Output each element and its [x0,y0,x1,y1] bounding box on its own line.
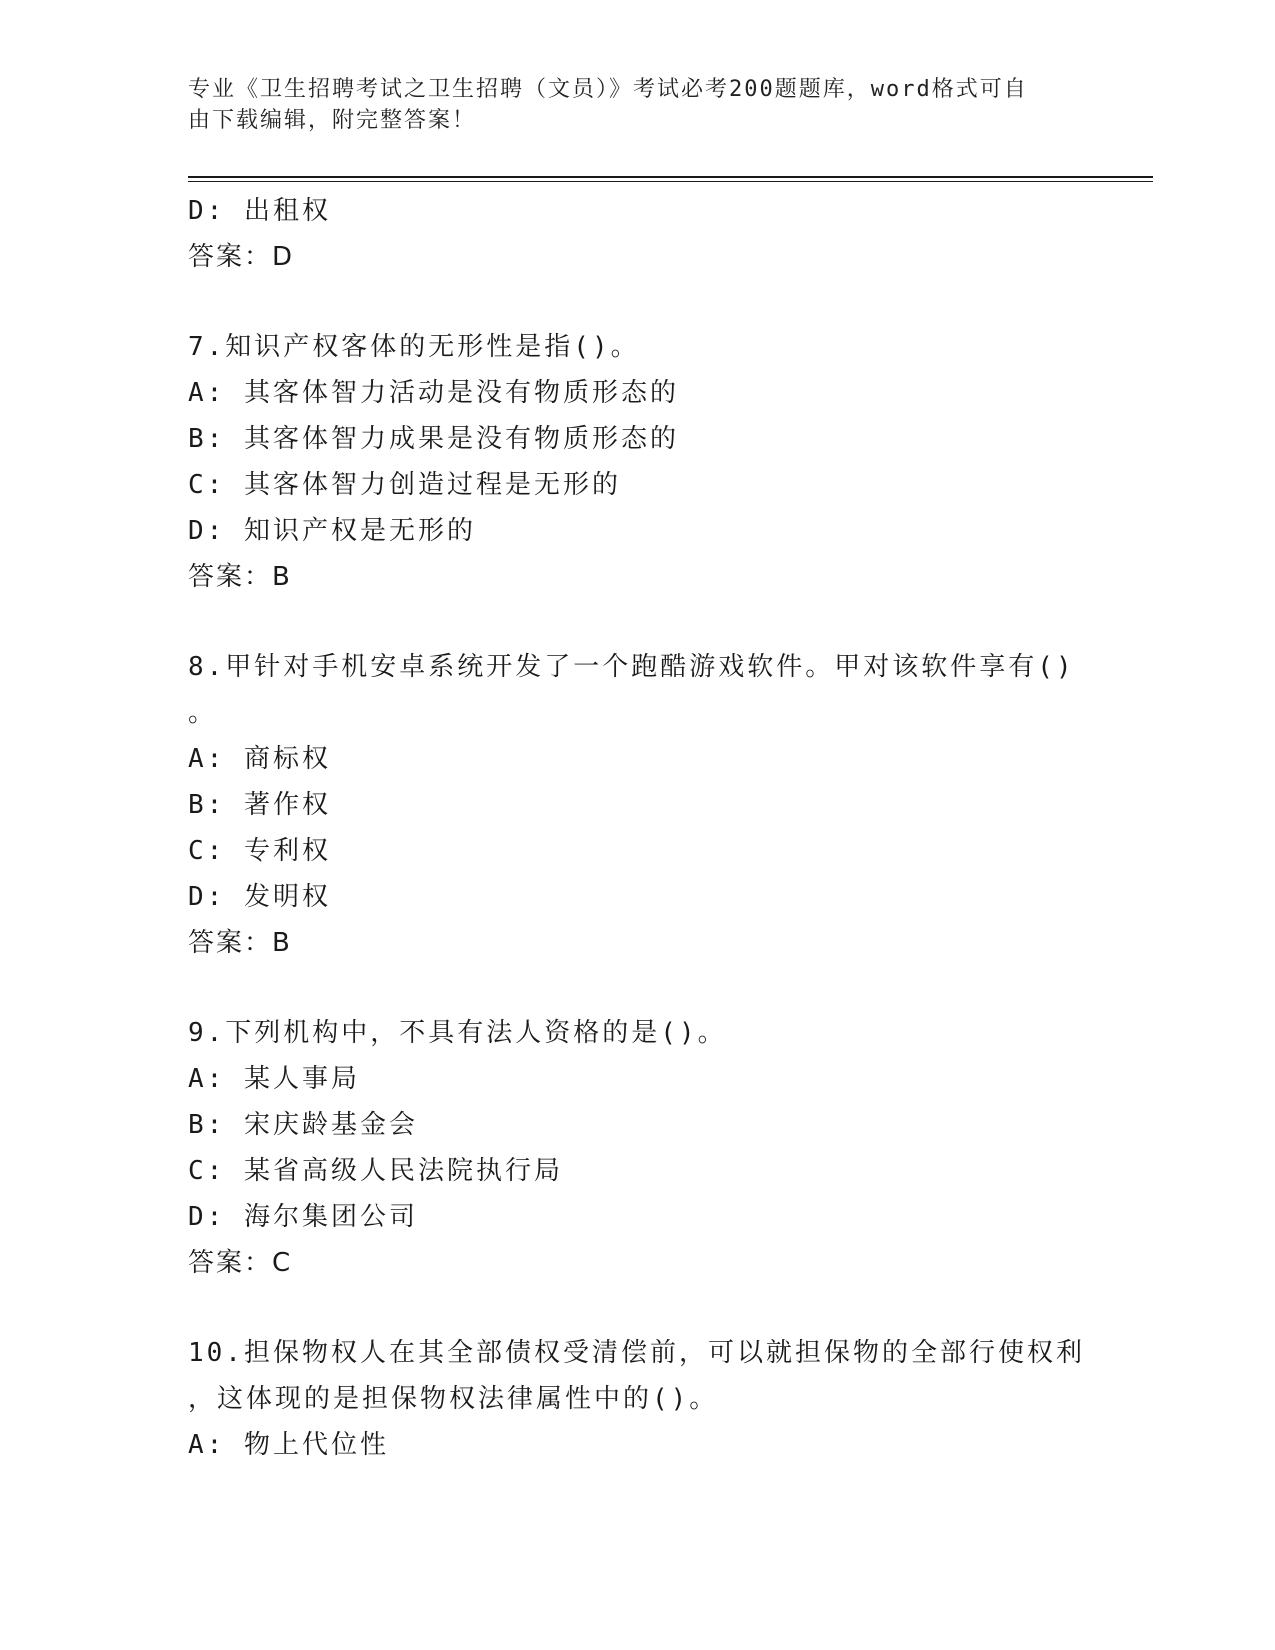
spacer [188,966,1088,1010]
option-b: B: 宋庆龄基金会 [188,1110,418,1140]
option-c: C: 其客体智力创造过程是无形的 [188,470,621,500]
answer: 答案：B [188,562,292,592]
option-b: B: 著作权 [188,790,331,820]
question-stem: 7.知识产权客体的无形性是指()。 [188,332,640,362]
question-7 [188,324,1088,600]
option-d: D: 海尔集团公司 [188,1202,418,1232]
answer: 答案：B [188,928,292,958]
option-d: D: 出租权 [188,196,331,226]
question-9 [188,1010,1088,1286]
header-rule-thick [188,176,1153,178]
header-rule-thin [188,181,1153,182]
question-stem: 10.担保物权人在其全部债权受清偿前，可以就担保物的全部行使权利 [188,1338,1085,1368]
question-list [188,188,1088,1468]
option-b: B: 其客体智力成果是没有物质形态的 [188,424,679,454]
answer: 答案：D [188,242,295,272]
question-10 [188,1330,1088,1468]
question-stem: 9.下列机构中，不具有法人资格的是()。 [188,1018,727,1048]
spacer [188,600,1088,644]
option-a: A: 物上代位性 [188,1430,389,1460]
answer: 答案：C [188,1248,293,1278]
document-header [188,74,1088,136]
option-d: D: 知识产权是无形的 [188,516,476,546]
option-d: D: 发明权 [188,882,331,912]
question-8 [188,644,1088,966]
spacer [188,280,1088,324]
spacer [188,1286,1088,1330]
option-c: C: 专利权 [188,836,331,866]
header-line-2: 由下载编辑，附完整答案！ [188,108,477,133]
question-stem: 8.甲针对手机安卓系统开发了一个跑酷游戏软件。甲对该软件享有() [188,652,1075,682]
question-6 [188,188,1088,280]
header-line-1: 专业《卫生招聘考试之卫生招聘（文员）》考试必考200题题库，word格式可自 [188,77,1028,102]
option-a: A: 某人事局 [188,1064,360,1094]
option-a: A: 商标权 [188,744,331,774]
question-stem-continuation: ，这体现的是担保物权法律属性中的()。 [188,1384,719,1414]
option-c: C: 某省高级人民法院执行局 [188,1156,563,1186]
option-a: A: 其客体智力活动是没有物质形态的 [188,378,679,408]
question-stem-continuation: 。 [188,698,218,728]
